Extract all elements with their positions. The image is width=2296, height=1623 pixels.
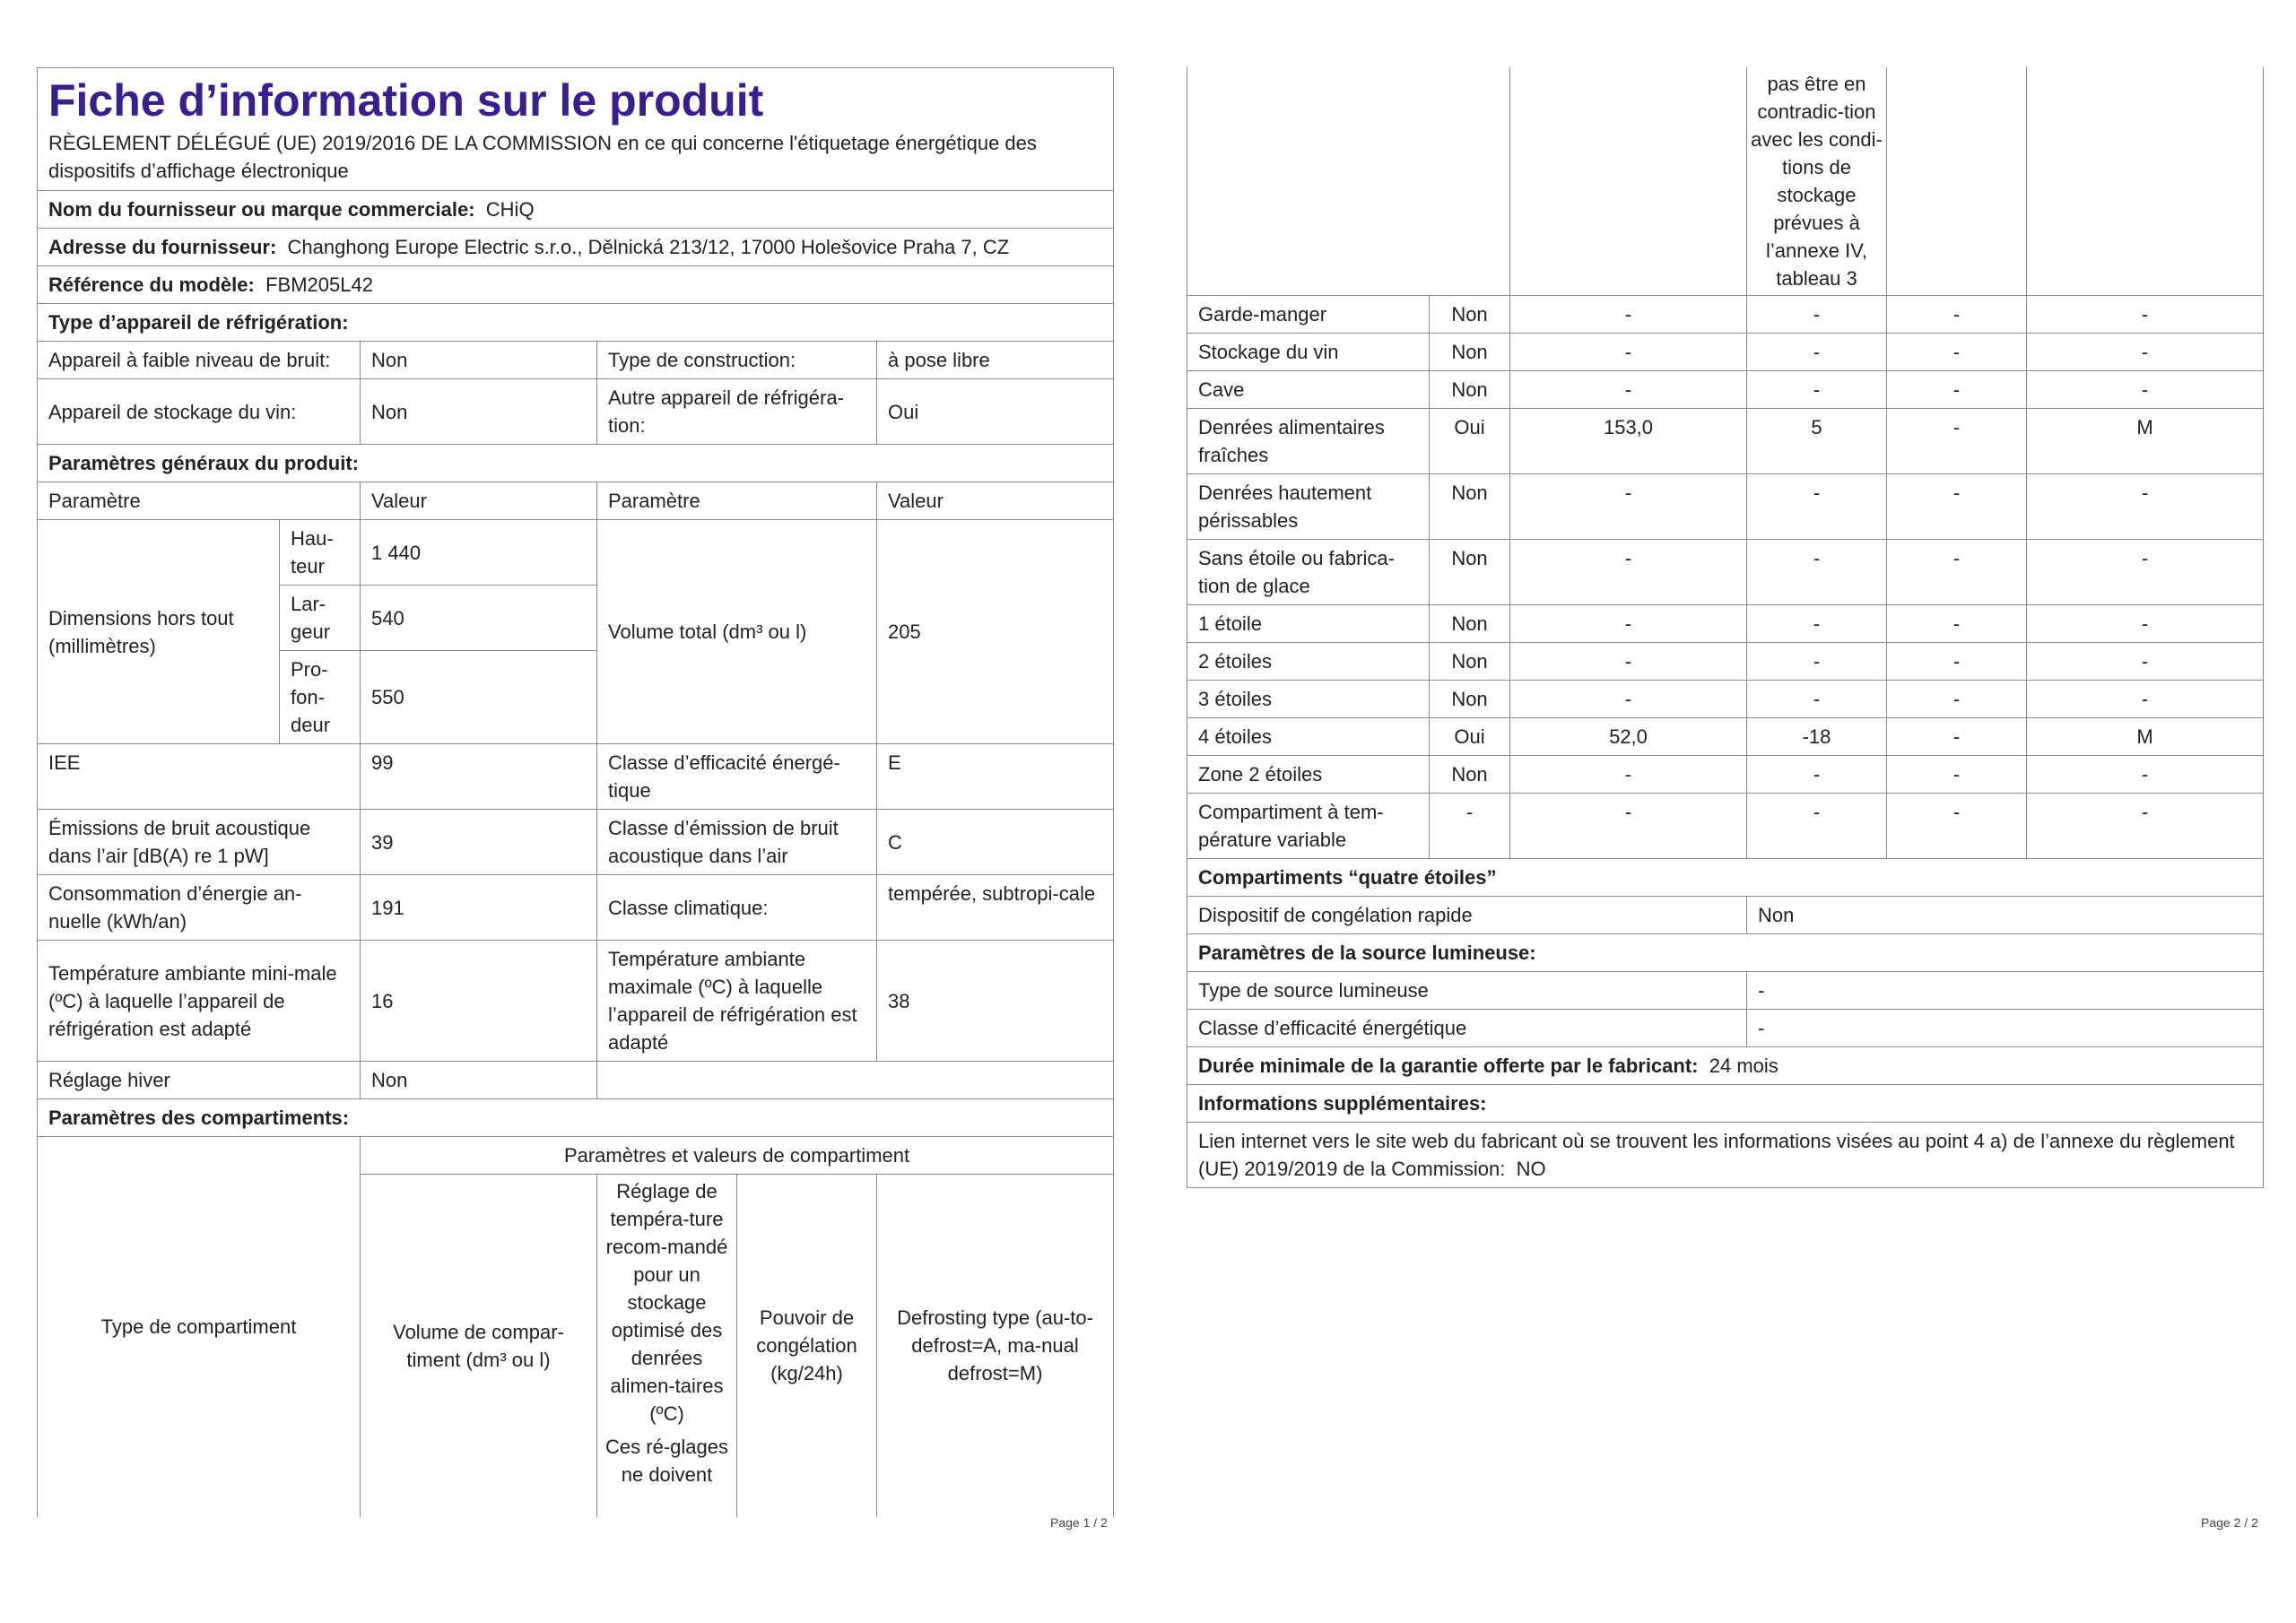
compartment-name: Stockage du vin xyxy=(1187,333,1430,370)
compartment-defrost: - xyxy=(2027,539,2264,604)
compartment-freeze: - xyxy=(1887,642,2027,680)
page-number-2: Page 2 / 2 xyxy=(2201,1515,2258,1530)
compartment-volume: - xyxy=(1510,539,1747,604)
low-noise-label: Appareil à faible niveau de bruit: xyxy=(38,342,361,379)
noise-value: 39 xyxy=(361,810,597,875)
compartment-present: Non xyxy=(1430,755,1510,793)
compartment-volume: - xyxy=(1510,642,1747,680)
compartment-freeze: - xyxy=(1887,333,2027,370)
compartment-defrost: - xyxy=(2027,604,2264,642)
product-info-table xyxy=(37,67,1114,1517)
compartment-present: Non xyxy=(1430,539,1510,604)
light-type-value: - xyxy=(1747,971,2264,1009)
compartment-present: Non xyxy=(1430,333,1510,370)
header-cell xyxy=(38,68,1114,191)
compartment-temp: - xyxy=(1747,793,1887,858)
winter-empty xyxy=(597,1062,1114,1099)
compartment-volume: - xyxy=(1510,793,1747,858)
page-1 xyxy=(37,67,1113,1517)
compartment-name: 3 étoiles xyxy=(1187,680,1430,717)
compartment-volume: - xyxy=(1510,604,1747,642)
light-heading: Paramètres de la source lumineuse: xyxy=(1187,933,2264,971)
col-value-2: Valeur xyxy=(877,482,1114,520)
compartment-freeze: - xyxy=(1887,539,2027,604)
winter-label: Réglage hiver xyxy=(38,1062,361,1099)
compartment-defrost: - xyxy=(2027,370,2264,408)
col-param-1: Paramètre xyxy=(38,482,361,520)
model-row xyxy=(38,266,1114,304)
compartment-temp: - xyxy=(1747,604,1887,642)
compartment-present: Oui xyxy=(1430,408,1510,473)
four-star-heading: Compartiments “quatre étoiles” xyxy=(1187,858,2264,896)
warranty-value: 24 mois xyxy=(1709,1054,1779,1077)
page-number-1: Page 1 / 2 xyxy=(1050,1515,1108,1530)
compartment-rows-table xyxy=(1187,295,2264,1188)
compartment-present: Non xyxy=(1430,370,1510,408)
depth-value: 550 xyxy=(361,651,597,744)
supplier-address-label: Adresse du fournisseur: xyxy=(48,236,277,258)
compartment-name: Cave xyxy=(1187,370,1430,408)
eei-value: 99 xyxy=(361,744,597,810)
climate-label: Classe climatique: xyxy=(597,875,877,941)
compartment-temp: - xyxy=(1747,473,1887,539)
compartment-temp: - xyxy=(1747,680,1887,717)
compartment-volume-header: Volume de compar-timent (dm³ ou l) xyxy=(361,1175,597,1517)
compartment-temp: - xyxy=(1747,755,1887,793)
compartment-freeze: - xyxy=(1887,717,2027,755)
compartment-name: 2 étoiles xyxy=(1187,642,1430,680)
col-value-1: Valeur xyxy=(361,482,597,520)
eei-label: IEE xyxy=(38,744,361,810)
compartment-freeze: - xyxy=(1887,370,2027,408)
col-param-2: Paramètre xyxy=(597,482,877,520)
page-2 xyxy=(1187,67,2263,1188)
compartment-temp: - xyxy=(1747,295,1887,333)
compartment-present: Non xyxy=(1430,604,1510,642)
noise-class-label: Classe d’émission de bruit acoustique dans l’air xyxy=(597,810,877,875)
wine-label: Appareil de stockage du vin: xyxy=(38,379,361,445)
compartment-temp: - xyxy=(1747,539,1887,604)
width-label: Lar-geur xyxy=(280,586,361,651)
supplier-name-row xyxy=(38,191,1114,229)
max-temp-label: Température ambiante maximale (ºC) à laquelle l’appareil de réfrigération est adapté xyxy=(597,941,877,1062)
compartment-freeze: - xyxy=(1887,755,2027,793)
appliance-type-heading: Type d’appareil de réfrigération: xyxy=(38,304,1114,342)
volume-value: 205 xyxy=(877,520,1114,744)
compartment-row xyxy=(1187,408,2264,473)
compartment-defrost: - xyxy=(2027,755,2264,793)
construction-label: Type de construction: xyxy=(597,342,877,379)
compartment-row xyxy=(1187,717,2264,755)
warranty-label: Durée minimale de la garantie offerte par le fabricant: xyxy=(1198,1054,1699,1077)
temp-note-part2: pas être en contradic-tion avec les condi-tions de stockage prévues à l’annexe IV, tableau 3 xyxy=(1747,67,1887,296)
supplier-name-value: CHiQ xyxy=(485,198,535,221)
supplier-address-row xyxy=(38,229,1114,266)
other-label: Autre appareil de réfrigéra-tion: xyxy=(597,379,877,445)
compartment-defrost: - xyxy=(2027,333,2264,370)
compartment-name: Denrées alimentaires fraîches xyxy=(1187,408,1430,473)
compartment-freeze-header: Pouvoir de congélation (kg/24h) xyxy=(737,1175,877,1517)
cont-type-cell xyxy=(1187,67,1510,296)
max-temp-value: 38 xyxy=(877,941,1114,1062)
compartment-name: 1 étoile xyxy=(1187,604,1430,642)
compartment-name: Garde-manger xyxy=(1187,295,1430,333)
cont-freeze-cell xyxy=(1887,67,2027,296)
compartment-row xyxy=(1187,642,2264,680)
temp-note-part1: Ces ré-glages ne doivent xyxy=(605,1436,728,1486)
compartment-name: Sans étoile ou fabrica-tion de glace xyxy=(1187,539,1430,604)
compartment-defrost: - xyxy=(2027,642,2264,680)
compartment-defrost: - xyxy=(2027,473,2264,539)
compartment-defrost: - xyxy=(2027,793,2264,858)
compartment-present: Non xyxy=(1430,642,1510,680)
compartment-params-header: Paramètres et valeurs de compartiment xyxy=(361,1137,1114,1175)
compartment-present: Oui xyxy=(1430,717,1510,755)
compartment-present: Non xyxy=(1430,295,1510,333)
compartment-temp: 5 xyxy=(1747,408,1887,473)
light-class-label: Classe d’efficacité énergétique xyxy=(1187,1009,1747,1046)
volume-label: Volume total (dm³ ou l) xyxy=(597,520,877,744)
temp-header-text: Réglage de tempéra-ture recom-mandé pour un stockage optimisé des denrées alimen-taires (ºC) xyxy=(605,1180,728,1425)
compartment-temp: - xyxy=(1747,642,1887,680)
low-noise-value: Non xyxy=(361,342,597,379)
compartment-volume: 153,0 xyxy=(1510,408,1747,473)
compartment-name: Denrées hautement périssables xyxy=(1187,473,1430,539)
compartment-name: Zone 2 étoiles xyxy=(1187,755,1430,793)
compartment-rows xyxy=(1187,295,2264,858)
compartment-row xyxy=(1187,755,2264,793)
supplier-name-label: Nom du fournisseur ou marque commerciale: xyxy=(48,198,475,221)
additional-link-value: NO xyxy=(1516,1157,1546,1180)
other-value: Oui xyxy=(877,379,1114,445)
compartment-volume: - xyxy=(1510,755,1747,793)
compartment-temp: -18 xyxy=(1747,717,1887,755)
noise-class-value: C xyxy=(877,810,1114,875)
compartment-temp: - xyxy=(1747,333,1887,370)
compartment-table xyxy=(1187,67,2264,296)
cont-volume-cell xyxy=(1510,67,1747,296)
compartment-type-header: Type de compartiment xyxy=(38,1137,361,1517)
compartment-name: 4 étoiles xyxy=(1187,717,1430,755)
compartment-freeze: - xyxy=(1887,604,2027,642)
light-type-label: Type de source lumineuse xyxy=(1187,971,1747,1009)
height-value: 1 440 xyxy=(361,520,597,586)
compartment-defrost: M xyxy=(2027,408,2264,473)
fast-freeze-value: Non xyxy=(1747,896,2264,933)
compartment-freeze: - xyxy=(1887,408,2027,473)
compartment-volume: - xyxy=(1510,370,1747,408)
dims-label: Dimensions hors tout (millimètres) xyxy=(38,520,280,744)
compartment-row xyxy=(1187,793,2264,858)
compartment-present: - xyxy=(1430,793,1510,858)
compartment-name: Compartiment à tem-pérature variable xyxy=(1187,793,1430,858)
compartment-row xyxy=(1187,333,2264,370)
construction-value: à pose libre xyxy=(877,342,1114,379)
fast-freeze-label: Dispositif de congélation rapide xyxy=(1187,896,1747,933)
winter-value: Non xyxy=(361,1062,597,1099)
consumption-label: Consommation d’énergie an-nuelle (kWh/an) xyxy=(38,875,361,941)
cont-defrost-cell xyxy=(2027,67,2264,296)
model-label: Référence du modèle: xyxy=(48,273,255,296)
compartment-volume: - xyxy=(1510,680,1747,717)
compartments-heading: Paramètres des compartiments: xyxy=(38,1099,1114,1137)
consumption-value: 191 xyxy=(361,875,597,941)
regulation-text: RÈGLEMENT DÉLÉGUÉ (UE) 2019/2016 DE LA COMMISSION en ce qui concerne l'étiquetage énergétique des dispositifs d’affichage électronique xyxy=(48,132,1037,182)
compartment-volume: - xyxy=(1510,473,1747,539)
compartment-row xyxy=(1187,370,2264,408)
supplier-address-value: Changhong Europe Electric s.r.o., Dělnická 213/12, 17000 Holešovice Praha 7, CZ xyxy=(287,236,1010,258)
eff-class-label: Classe d’efficacité énergé-tique xyxy=(597,744,877,810)
compartment-volume: - xyxy=(1510,333,1747,370)
compartment-row xyxy=(1187,295,2264,333)
compartment-freeze: - xyxy=(1887,793,2027,858)
compartment-defrost: - xyxy=(2027,295,2264,333)
general-heading: Paramètres généraux du produit: xyxy=(38,445,1114,482)
wine-value: Non xyxy=(361,379,597,445)
width-value: 540 xyxy=(361,586,597,651)
compartment-row xyxy=(1187,473,2264,539)
compartment-temp: - xyxy=(1747,370,1887,408)
compartment-row xyxy=(1187,604,2264,642)
compartment-freeze: - xyxy=(1887,473,2027,539)
additional-link-text: Lien internet vers le site web du fabricant où se trouvent les informations visées au point 4 a) de l’annexe du règlement (UE) 2019/2019 de la Commission: xyxy=(1198,1129,2235,1180)
compartment-present: Non xyxy=(1430,473,1510,539)
compartment-defrost-header: Defrosting type (au-to-defrost=A, ma-nual defrost=M) xyxy=(877,1175,1114,1517)
additional-row xyxy=(1187,1122,2264,1187)
compartment-defrost: - xyxy=(2027,680,2264,717)
compartment-freeze: - xyxy=(1887,680,2027,717)
noise-label: Émissions de bruit acoustique dans l’air [dB(A) re 1 pW] xyxy=(38,810,361,875)
compartment-temp-header xyxy=(597,1175,737,1517)
min-temp-value: 16 xyxy=(361,941,597,1062)
eff-class-value: E xyxy=(877,744,1114,810)
compartment-volume: - xyxy=(1510,295,1747,333)
depth-label: Pro-fon-deur xyxy=(280,651,361,744)
compartment-present: Non xyxy=(1430,680,1510,717)
page-title: Fiche d’information sur le produit xyxy=(48,75,764,126)
compartment-defrost: M xyxy=(2027,717,2264,755)
light-class-value: - xyxy=(1747,1009,2264,1046)
compartment-volume: 52,0 xyxy=(1510,717,1747,755)
climate-value: tempérée, subtropi-cale xyxy=(877,875,1114,941)
compartment-freeze: - xyxy=(1887,295,2027,333)
compartment-row xyxy=(1187,680,2264,717)
height-label: Hau-teur xyxy=(280,520,361,586)
warranty-row xyxy=(1187,1046,2264,1084)
additional-heading: Informations supplémentaires: xyxy=(1187,1084,2264,1122)
compartment-row xyxy=(1187,539,2264,604)
min-temp-label: Température ambiante mini-male (ºC) à laquelle l’appareil de réfrigération est adapté xyxy=(38,941,361,1062)
model-value: FBM205L42 xyxy=(265,273,373,296)
